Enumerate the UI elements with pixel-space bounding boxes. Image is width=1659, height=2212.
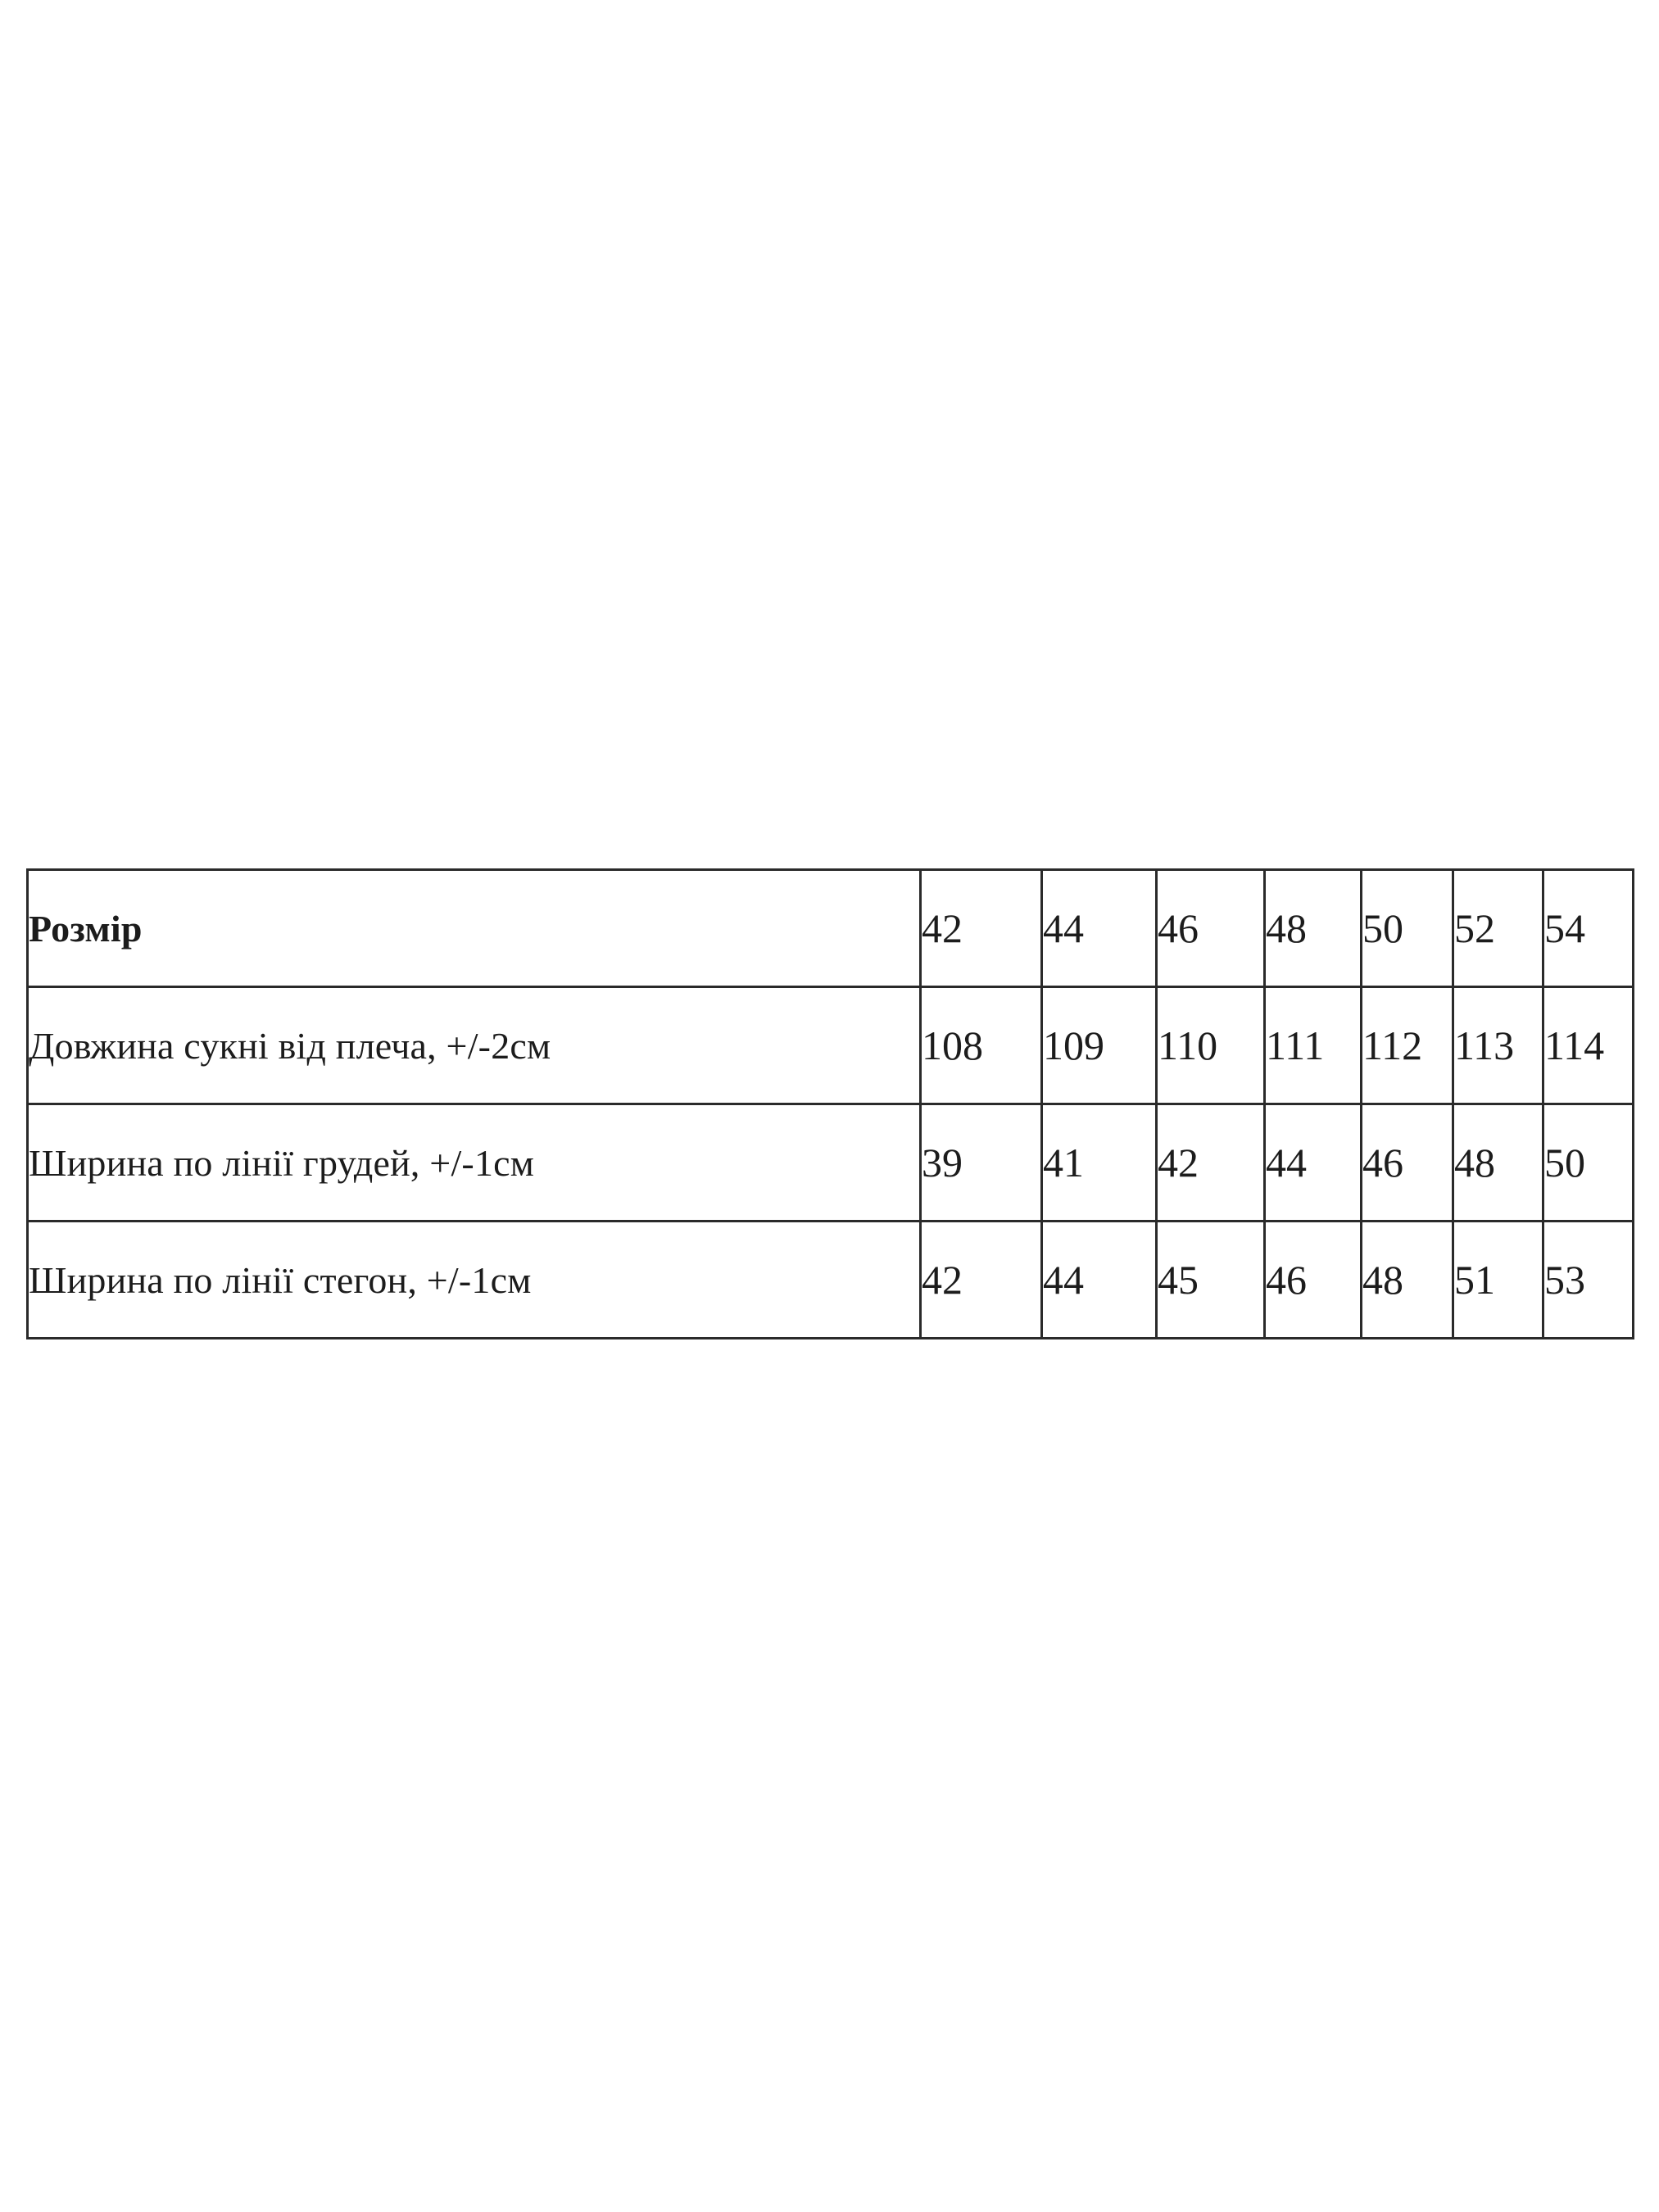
row-label: Ширина по лінії стегон, +/-1см bbox=[28, 1222, 921, 1339]
table-cell: 53 bbox=[1543, 1222, 1634, 1339]
table-cell: 41 bbox=[1042, 1104, 1157, 1222]
table-cell: 114 bbox=[1543, 987, 1634, 1104]
table-cell: 51 bbox=[1453, 1222, 1543, 1339]
table-cell: 108 bbox=[921, 987, 1042, 1104]
row-label: Розмір bbox=[28, 870, 921, 987]
table-row bbox=[28, 870, 1634, 987]
table-cell: 111 bbox=[1265, 987, 1362, 1104]
table-row bbox=[28, 1104, 1634, 1222]
table-cell: 48 bbox=[1265, 870, 1362, 987]
row-label: Довжина сукні від плеча, +/-2см bbox=[28, 987, 921, 1104]
table-cell: 42 bbox=[921, 1222, 1042, 1339]
table-cell: 109 bbox=[1042, 987, 1157, 1104]
row-label: Ширина по лінії грудей, +/-1см bbox=[28, 1104, 921, 1222]
table-cell: 110 bbox=[1157, 987, 1265, 1104]
table-row bbox=[28, 987, 1634, 1104]
table-row bbox=[28, 1222, 1634, 1339]
table-cell: 44 bbox=[1265, 1104, 1362, 1222]
table-cell: 113 bbox=[1453, 987, 1543, 1104]
table-cell: 44 bbox=[1042, 1222, 1157, 1339]
table-cell: 39 bbox=[921, 1104, 1042, 1222]
table-cell: 48 bbox=[1453, 1104, 1543, 1222]
table-cell: 50 bbox=[1543, 1104, 1634, 1222]
table-cell: 46 bbox=[1362, 1104, 1453, 1222]
size-chart-table bbox=[26, 868, 1634, 1339]
table-cell: 45 bbox=[1157, 1222, 1265, 1339]
table-cell: 112 bbox=[1362, 987, 1453, 1104]
table-cell: 44 bbox=[1042, 870, 1157, 987]
table-cell: 48 bbox=[1362, 1222, 1453, 1339]
table-cell: 46 bbox=[1265, 1222, 1362, 1339]
table-cell: 46 bbox=[1157, 870, 1265, 987]
table-cell: 42 bbox=[921, 870, 1042, 987]
table-cell: 42 bbox=[1157, 1104, 1265, 1222]
table-cell: 52 bbox=[1453, 870, 1543, 987]
table-cell: 54 bbox=[1543, 870, 1634, 987]
table-cell: 50 bbox=[1362, 870, 1453, 987]
size-chart-container bbox=[26, 868, 1632, 1339]
